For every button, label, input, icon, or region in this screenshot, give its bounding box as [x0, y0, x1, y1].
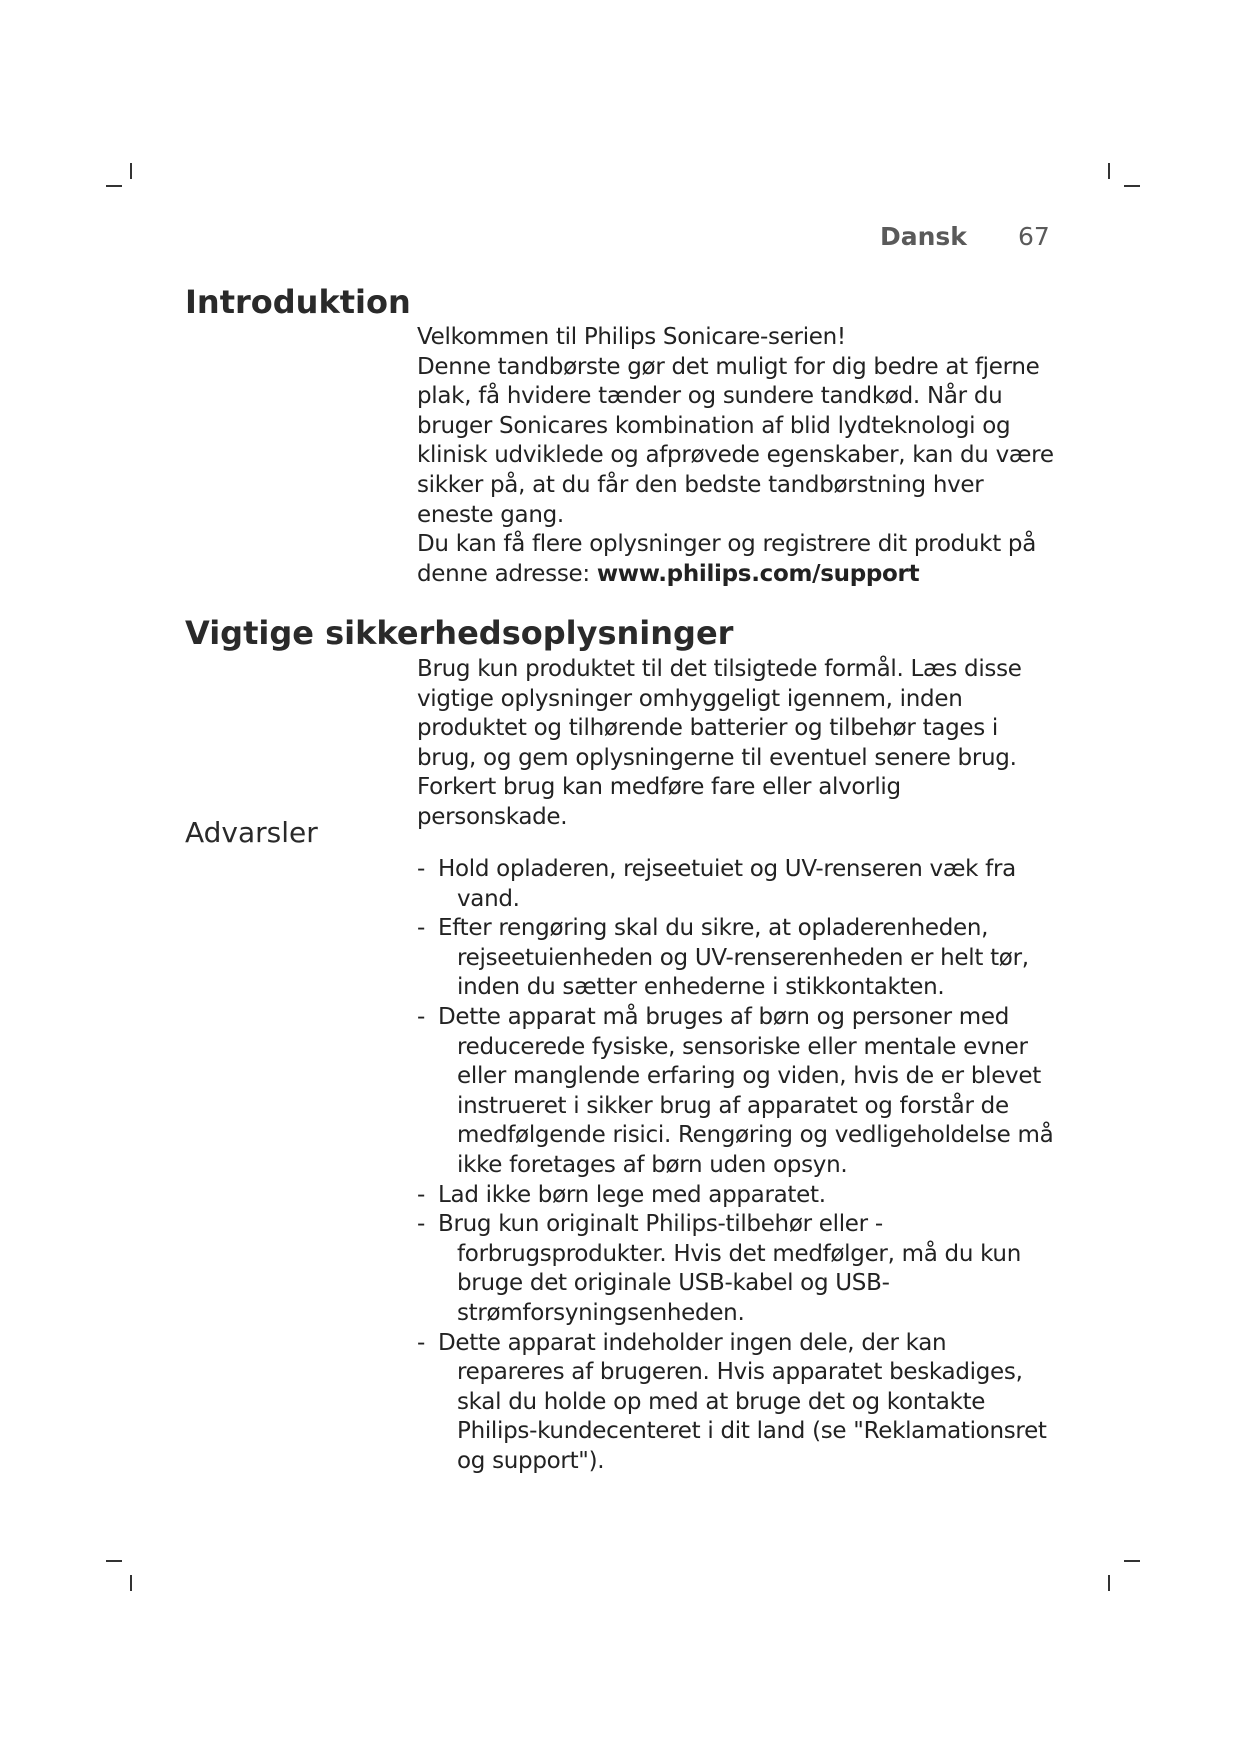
warning-item: - Hold opladeren, rejseetuiet og UV-renseren væk fra vand. — [417, 856, 1016, 912]
warning-item: - Efter rengøring skal du sikre, at opladerenheden, rejseetuienheden og UV-renserenheden er helt tør, inden du sætter enhederne i stikkontakten. — [417, 915, 1029, 1001]
crop-mark-top-right-v — [1108, 163, 1110, 179]
safety-heading: Vigtige sikkerhedsoplysninger — [185, 614, 734, 652]
warnings-list — [417, 855, 1057, 1476]
crop-mark-bottom-right-v — [1108, 1575, 1110, 1591]
intro-more-info-text: Du kan få flere oplysninger og registrere dit produkt på denne adresse: — [417, 531, 1037, 587]
support-url: www.philips.com/support — [596, 560, 920, 587]
safety-body: Brug kun produktet til det tilsigtede formål. Læs disse vigtige oplysninger omhyggeligt igennem, inden produktet og tilhørende batterier og tilbehør tages i brug, og gem oplysningerne til eventuel senere brug. Forkert brug kan medføre fare eller alvorlig personskade. — [417, 656, 1022, 830]
intro-heading: Introduktion — [185, 283, 411, 321]
crop-mark-top-right-h — [1124, 185, 1140, 187]
intro-more-info — [417, 530, 1057, 589]
crop-mark-bottom-left-h — [106, 1560, 122, 1562]
warnings-heading: Advarsler — [185, 816, 318, 849]
intro-body: Denne tandbørste gør det muligt for dig bedre at fjerne plak, få hvidere tænder og sundere tandkød. Når du bruger Sonicares kombination af blid lydteknologi og klinisk udviklede og afprøvede egenskaber, kan du være sikker på, at du får den bedste tandbørstning hver eneste gang. — [417, 353, 1054, 528]
warning-item: - Dette apparat indeholder ingen dele, der kan repareres af brugeren. Hvis apparatet beskadiges, skal du holde op med at bruge det og kontakte Philips-kundecenteret i dit land (se "Reklamationsret og support"). — [417, 1329, 1047, 1474]
crop-mark-top-left-h — [106, 185, 122, 187]
safety-section — [417, 655, 1057, 833]
crop-mark-top-left-v — [130, 163, 132, 179]
crop-mark-bottom-right-h — [1124, 1560, 1140, 1562]
page-number: 67 — [1018, 222, 1050, 251]
header-language: Dansk — [880, 222, 967, 251]
intro-section — [417, 323, 1057, 589]
intro-welcome: Velkommen til Philips Sonicare-serien! — [417, 324, 846, 350]
warning-item: - Dette apparat må bruges af børn og personer med reducerede fysiske, sensoriske eller mentale evner eller manglende erfaring og viden, hvis de er blevet instrueret i sikker brug af apparatet og forstår de medfølgende risici. Rengøring og vedligeholdelse må ikke foretages af børn uden opsyn. — [417, 1003, 1054, 1178]
warning-item: - Brug kun originalt Philips-tilbehør eller -forbrugsprodukter. Hvis det medfølger, må du kun bruge det originale USB-kabel og USB-strømforsyningsenheden. — [417, 1211, 1021, 1326]
warning-item: - Lad ikke børn lege med apparatet. — [417, 1181, 826, 1208]
crop-mark-bottom-left-v — [130, 1575, 132, 1591]
